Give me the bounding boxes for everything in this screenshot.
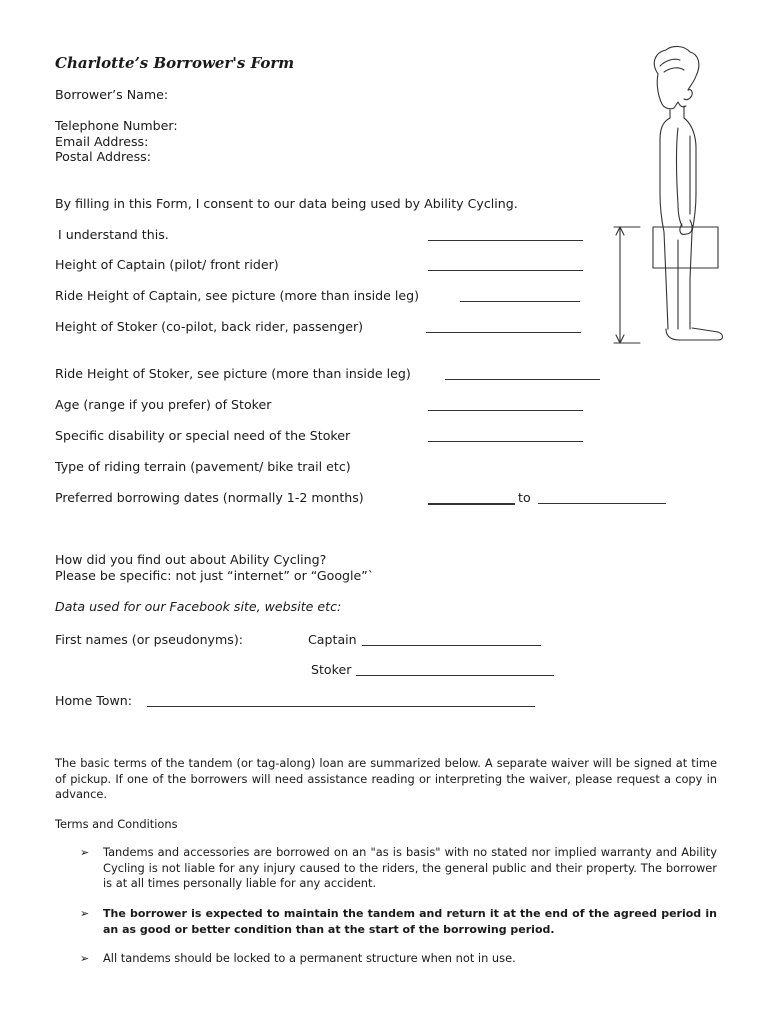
email-label: Email Address:: [55, 134, 149, 149]
stoker-height-label: Height of Stoker (co-pilot, back rider, passenger): [55, 319, 364, 334]
bullet-arrow-icon: ➢: [80, 952, 90, 965]
borrower-name-label: Borrower’s Name:: [55, 87, 169, 102]
disability-label: Specific disability or special need of the Stoker: [55, 428, 351, 443]
stoker-ride-height-line[interactable]: [445, 379, 600, 380]
term-item: All tandems should be locked to a permanent structure when not in use.: [103, 951, 516, 965]
postal-label: Postal Address:: [55, 149, 151, 164]
first-names-label: First names (or pseudonyms):: [55, 632, 243, 647]
understand-label: I understand this.: [58, 227, 169, 242]
stoker-age-line[interactable]: [428, 410, 583, 411]
captain-ride-height-label: Ride Height of Captain, see picture (more than inside leg): [55, 288, 420, 303]
home-town-line[interactable]: [147, 706, 535, 707]
stoker-age-label: Age (range if you prefer) of Stoker: [55, 397, 272, 412]
consent-text: By filling in this Form, I consent to our data being used by Ability Cycling.: [55, 196, 518, 211]
terms-heading: Terms and Conditions: [55, 817, 178, 831]
captain-height-line[interactable]: [428, 270, 583, 271]
terrain-label: Type of riding terrain (pavement/ bike trail etc): [55, 459, 351, 474]
dates-label: Preferred borrowing dates (normally 1-2 months): [55, 490, 364, 505]
disability-line[interactable]: [428, 441, 583, 442]
term-item: The borrower is expected to maintain the tandem and return it at the end of the agreed period in an as good or better condition than at the start of the borrowing period.: [103, 907, 717, 936]
captain-height-label: Height of Captain (pilot/ front rider): [55, 257, 279, 272]
dates-to-line[interactable]: [538, 503, 666, 504]
captain-ride-height-line[interactable]: [460, 301, 580, 302]
form-title: Charlotte’s Borrower's Form: [55, 54, 295, 72]
stoker-label: Stoker: [311, 662, 352, 677]
ride-height-figure-icon: [600, 44, 750, 354]
captain-name-line[interactable]: [362, 645, 541, 646]
telephone-label: Telephone Number:: [55, 118, 178, 133]
bullet-arrow-icon: ➢: [80, 846, 90, 859]
dates-to-label: to: [518, 490, 531, 505]
term-item: Tandems and accessories are borrowed on an "as is basis" with no stated nor implied warranty and Ability Cycling is not liable for any injury caused to the riders, the general public and their property. The borrower is at all times personally liable for any accident.: [103, 845, 717, 890]
find-out-question: How did you find out about Ability Cycling?: [55, 552, 327, 567]
facebook-note: Data used for our Facebook site, website etc:: [55, 599, 342, 614]
bullet-arrow-icon: ➢: [80, 907, 90, 920]
understand-line[interactable]: [428, 240, 583, 241]
dates-from-line[interactable]: [428, 503, 515, 505]
stoker-ride-height-label: Ride Height of Stoker, see picture (more than inside leg): [55, 366, 411, 381]
find-out-instruction: Please be specific: not just “internet” or “Google”`: [55, 568, 375, 583]
home-town-label: Home Town:: [55, 693, 132, 708]
captain-label: Captain: [308, 632, 357, 647]
terms-intro: The basic terms of the tandem (or tag-along) loan are summarized below. A separate waiver will be signed at time of pickup. If one of the borrowers will need assistance reading or interpreting the waiver, please request a copy in advance.: [55, 756, 717, 801]
stoker-name-line[interactable]: [356, 675, 554, 676]
stoker-height-line[interactable]: [426, 332, 581, 333]
